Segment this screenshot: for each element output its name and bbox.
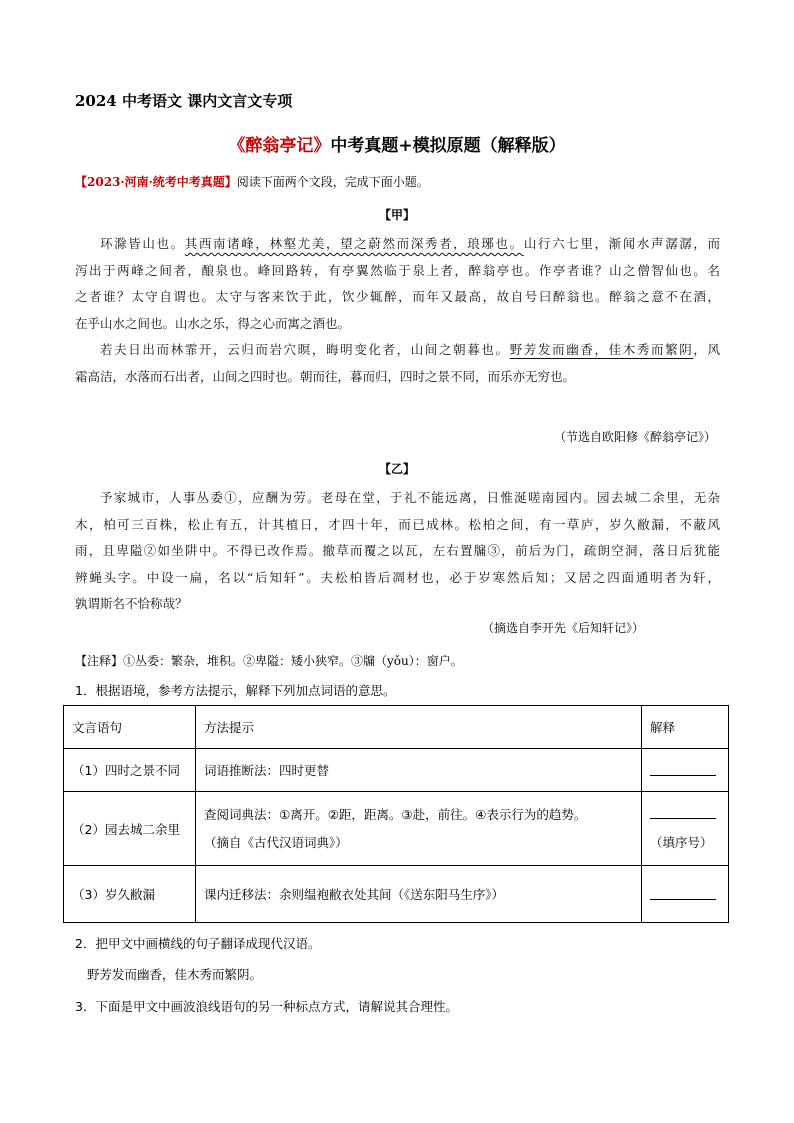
yi-line-1: 予家城市，人事丛委①，应酬为劳。老母在堂，于礼不能远离，日惟涎嗟南园内。园去城二余里，无杂 (100, 490, 720, 505)
jia-line-5-post: ，风 (693, 342, 720, 357)
wavy-underlined-sentence: 其西南诸峰，林壑尤美，望之蔚然而深秀者，琅琊也。 (184, 236, 524, 251)
passage-yi-attribution: （摘选自李开先《后知轩记》） (481, 621, 644, 635)
jia-line-5 (75, 337, 720, 364)
question-1-prompt: 1．根据语境，参考方法提示，解释下列加点词语的意思。 (75, 683, 396, 698)
answer-blank-2[interactable] (650, 804, 716, 819)
jia-line-1 (75, 231, 720, 258)
jia-line-5-pre: 若夫日出而林霏开，云归而岩穴暝，晦明变化者，山间之朝暮也。 (100, 342, 510, 357)
table-row (64, 749, 729, 792)
question-2-prompt: 2．把甲文中画横线的句子翻译成现代汉语。 (75, 936, 321, 951)
main-title-part2: 中考真题+模拟原题（解释版） (330, 136, 566, 156)
yi-line-2: 木，柏可三百株，松止有五，计其植日，才四十年，而已成林。松柏之间，有一草庐，岁久敝漏，不蔽风 (75, 516, 720, 532)
answer-blank-3[interactable] (650, 885, 716, 900)
jia-line-1-post: 山行六七里，渐闻水声潺潺，而 (523, 236, 720, 251)
document-header: 2024 中考语文 课内文言文专项 (75, 92, 293, 110)
passage-jia (75, 231, 720, 390)
underlined-sentence: 野芳发而幽香，佳木秀而繁阴 (509, 342, 694, 357)
intro-text: 阅读下面两个文段，完成下面小题。 (236, 175, 429, 189)
row-2-note: （填序号） (650, 834, 713, 850)
row-3-hint: 课内迁移法：余则缊袍敝衣处其间（《送东阳马生序》） (196, 866, 642, 923)
yi-line-5: 孰谓斯名不恰称哉？ (75, 596, 188, 611)
answer-blank-1[interactable] (650, 761, 716, 776)
jia-line-4: 在乎山水之间也。山水之乐，得之心而寓之酒也。 (75, 315, 351, 331)
table-header-row (64, 706, 729, 749)
jia-line-1-pre: 环滁皆山也。 (100, 236, 185, 251)
jia-line-2: 泻出于两峰之间者，酿泉也。峰回路转，有亭翼然临于泉上者，醉翁亭也。作亭者谁？山之僧智仙也。名 (75, 262, 720, 278)
row-3-phrase: （3）岁久敝漏 (64, 866, 196, 923)
passage-jia-heading: 【甲】 (378, 208, 415, 222)
row-2-hint: 查阅词典法：①离开。②距，距离。③赴，前往。④表示行为的趋势。 (204, 806, 587, 822)
table-header-phrase: 文言语句 (64, 706, 196, 749)
passage-jia-attribution: （节选自欧阳修《醉翁亭记》） (553, 430, 716, 444)
row-3-answer-cell (642, 866, 729, 923)
table-header-hint: 方法提示 (196, 706, 642, 749)
row-2-hint-source: （摘自《古代汉语词典》） (204, 834, 348, 850)
yi-line-4: 辨蝇头字。中设一扁，名以“后知轩”。夫松柏皆后凋材也，必于岁寒然后知；又居之四面通明者为轩， (75, 569, 720, 585)
passage-yi-heading: 【乙】 (378, 462, 415, 476)
row-2-phrase: （2）园去城二余里 (64, 792, 196, 866)
table-header-answer: 解释 (642, 706, 729, 749)
source-tag: 【2023·河南·统考中考真题】 (75, 175, 237, 189)
row-2-hint-cell (196, 792, 642, 866)
yi-line-3: 雨，且卑隘②如坐阱中。不得已改作焉。撤草而覆之以瓦，左右置牖③，前后为门，疏朗空洞，落日后犹能 (75, 543, 720, 558)
row-1-answer-cell (642, 749, 729, 792)
jia-line-6: 霜高洁，水落而石出者，山间之四时也。朝而往，暮而归，四时之景不同，而乐亦无穷也。 (75, 368, 576, 384)
jia-line-3: 之者谁？太守自谓也。太守与客来饮于此，饮少辄醉，而年又最高，故自号曰醉翁也。醉翁之意不在酒， (75, 289, 720, 304)
row-1-hint: 词语推断法：四时更替 (196, 749, 642, 792)
intro-line (75, 173, 429, 190)
main-title-part1: 《醉翁亭记》 (228, 136, 331, 156)
table-row (64, 792, 729, 866)
question-1-table (63, 705, 729, 923)
annotation-notes: 【注释】①丛委：繁杂，堆积。②卑隘：矮小狭窄。③牖（yǒu）：窗户。 (75, 654, 463, 668)
row-2-answer-cell (642, 792, 729, 866)
question-2-sentence: 野芳发而幽香，佳木秀而繁阴。 (87, 967, 263, 982)
passage-yi (75, 485, 720, 618)
table-row (64, 866, 729, 923)
question-3-prompt: 3．下面是甲文中画波浪线语句的另一种标点方式，请解说其合理性。 (75, 999, 458, 1014)
main-title (0, 131, 794, 156)
row-1-phrase: （1）四时之景不同 (64, 749, 196, 792)
